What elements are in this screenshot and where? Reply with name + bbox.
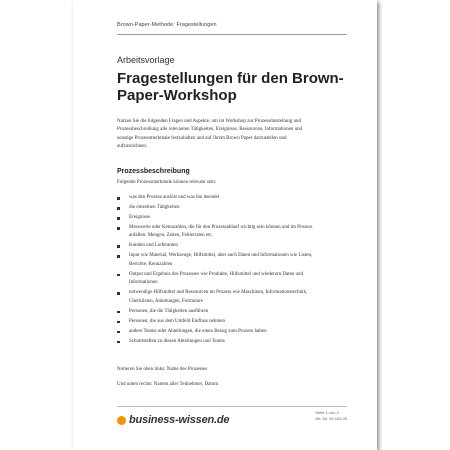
list-item: die einzelnen Tätigkeiten bbox=[117, 204, 317, 212]
list-item: Ereignisse bbox=[117, 214, 317, 222]
bullet-icon bbox=[117, 217, 120, 220]
brand-logo bbox=[117, 414, 229, 426]
brand-name: business-wissen.de bbox=[129, 414, 230, 426]
intro-paragraph: Nutzen Sie die folgenden Fragen und Aspekte, um im Workshop zur Prozessdarstellung und Prozessbeschreibung alle relevanten Tätigkeiten, Ereignisse, Ressourcen, Informationen und sonstige Prozessmerkmale festzuhalten und auf Ihrem Brown Paper darzustellen und aufzuzeichnen. bbox=[117, 119, 303, 150]
list-item: Personen, die die Tätigkeiten ausführen bbox=[117, 308, 317, 316]
closing-note: Notieren Sie oben links: Name des Prozesses bbox=[117, 367, 208, 372]
list-item: andere Teams oder Abteilungen, die einen Bezug zum Prozess haben bbox=[117, 328, 317, 336]
section-heading: Prozessbeschreibung bbox=[117, 168, 190, 175]
bullet-icon bbox=[117, 227, 120, 230]
document-title: Fragestellungen für den Brown-Paper-Workshop bbox=[117, 70, 344, 104]
closing-notes bbox=[117, 366, 218, 397]
list-item: notwendige Hilfsmittel und Ressourcen im Prozess wie Maschinen, Informationstechnik, Checklisten, Anleitungen, Formulare bbox=[117, 289, 317, 306]
page-number: Seite 1 von 4 bbox=[315, 410, 339, 415]
list-item: Kunden und Lieferanten bbox=[117, 242, 317, 250]
footer-meta bbox=[315, 410, 347, 422]
section-intro: Folgende Prozessmerkmale können relevant sein: bbox=[117, 180, 217, 185]
list-item: was den Prozess auslöst und was ihn beendet bbox=[117, 194, 317, 202]
footer-divider bbox=[117, 406, 347, 407]
bullet-icon bbox=[117, 331, 120, 334]
page-content bbox=[117, 0, 347, 450]
bullet-icon bbox=[117, 255, 120, 258]
document-page bbox=[73, 0, 377, 450]
list-item: Input wie Material, Werkzeuge, Hilfsmittel, aber auch Daten und Informationen wie Listen, Berichte, Kennzahlen bbox=[117, 252, 317, 269]
bullet-icon bbox=[117, 274, 120, 277]
closing-note: Und unten rechts: Namen aller Teilnehmer, Datum bbox=[117, 382, 219, 388]
bullet-icon bbox=[117, 292, 120, 295]
list-item: Schnittstellen zu diesen Abteilungen und Teams bbox=[117, 338, 317, 346]
bullet-icon bbox=[117, 321, 120, 324]
document-kicker: Arbeitsvorlage bbox=[117, 55, 175, 65]
bullet-icon bbox=[117, 341, 120, 344]
process-feature-list bbox=[117, 194, 317, 348]
bullet-icon bbox=[117, 311, 120, 314]
running-header: Brown-Paper-Methode: Fragestellungen bbox=[117, 22, 217, 28]
article-number: Art.-Nr. 99.183.05 bbox=[315, 416, 347, 421]
list-item: Messwerte oder Kennzahlen, die für den Prozessablauf wichtig sein können und im Prozess anfallen: Mengen, Zeiten, Fehlerraten etc. bbox=[117, 224, 317, 241]
header-divider bbox=[117, 34, 347, 35]
bullet-icon bbox=[117, 245, 120, 248]
list-item: Output und Ergebnis des Prozesses wie Produkte, Hilfsmittel und wiederum Daten und Informationen bbox=[117, 271, 317, 288]
brand-dot-icon bbox=[117, 416, 126, 425]
list-item: Personen, die aus dem Umfeld Einfluss nehmen bbox=[117, 318, 317, 326]
bullet-icon bbox=[117, 197, 120, 200]
bullet-icon bbox=[117, 207, 120, 210]
